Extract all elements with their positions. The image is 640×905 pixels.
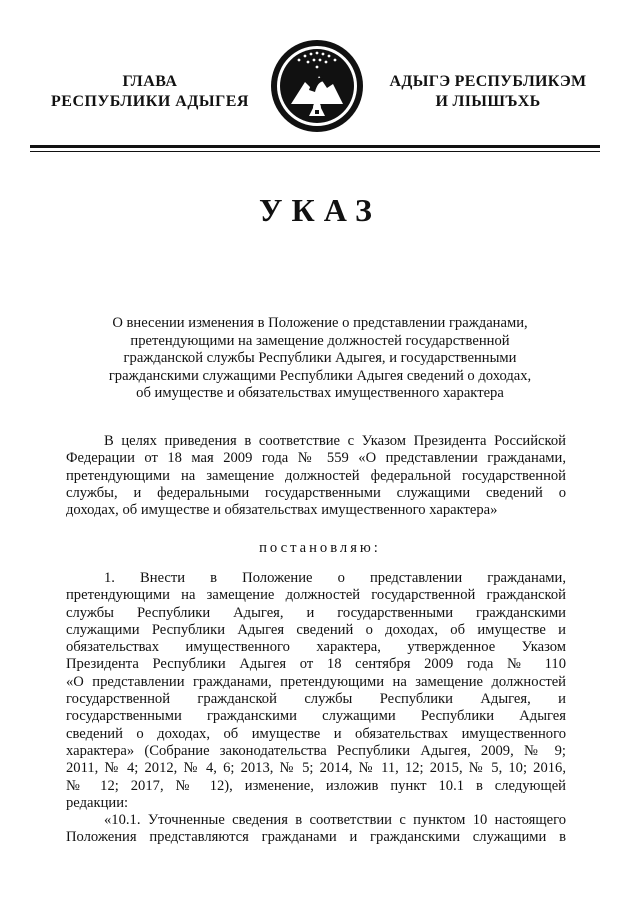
- intro-line: В целях приведения в соответствие с Указом Президента Российской: [104, 433, 566, 449]
- main-line: службы Республики Адыгея, и государственными гражданскими: [66, 604, 566, 621]
- main-line: редакции:: [66, 794, 129, 811]
- subject-line: гражданскими служащими Республики Адыгея сведений о доходах,: [108, 367, 532, 384]
- subject-line: претендующими на замещение должностей государственной: [130, 332, 510, 349]
- document-title: УКАЗ: [259, 192, 381, 228]
- document-subject: [80, 315, 560, 403]
- header-left-line-2: РЕСПУБЛИКИ АДЫГЕЯ: [51, 93, 249, 110]
- coat-of-arms-adygea-emblem: [269, 38, 365, 134]
- main-line: претендующими на замещение должностей государственной гражданской: [66, 587, 566, 604]
- main-line: государственными гражданскими служащими Республики Адыгея: [66, 708, 566, 725]
- subject-line: гражданской службы Республики Адыгея, и государственными: [123, 350, 517, 366]
- main-line: Президента Республики Адыгея от 18 сентября 2009 года № 110: [66, 656, 566, 673]
- main-line: характера» (Собрание законодательства Республики Адыгея, 2009, № 9;: [66, 742, 566, 759]
- main-line: «О представлении гражданами, претендующими на замещение должностей: [66, 673, 566, 690]
- main-line: № 12; 2017, № 12), изменение, изложив пункт 10.1 в следующей: [66, 777, 566, 794]
- header-right-line-2: И ЛІЫШЪХЬ: [435, 93, 541, 110]
- main-line: 2011, № 4; 2012, № 4, 6; 2013, № 5; 2014, № 11, 12; 2015, № 5, 10; 2016,: [66, 760, 566, 777]
- intro-line: претендующими на замещение должностей федеральной государственной: [66, 467, 566, 484]
- main-line: 1. Внести в Положение о представлении гражданами,: [104, 570, 566, 586]
- intro-line: Федерации от 18 мая 2009 года № 559 «О представлении гражданами,: [66, 450, 566, 467]
- main-line: обязательствах имущественного характера, утвержденное Указом: [66, 639, 566, 656]
- subject-line: О внесении изменения в Положение о представлении гражданами,: [112, 315, 528, 331]
- main-line: Положения представляются гражданами и гражданскими служащими в: [66, 829, 566, 846]
- header-right-title: [378, 72, 598, 112]
- header-divider-thick: [30, 145, 600, 148]
- decree-word: постановляю:: [259, 540, 381, 556]
- main-paragraph: [66, 570, 566, 847]
- header-left-title: [30, 72, 270, 112]
- intro-paragraph: [66, 433, 566, 519]
- main-line: служащими Республики Адыгея сведений о доходах, об имуществе и: [66, 621, 566, 638]
- intro-line: доходах, об имуществе и обязательствах имущественного характера»: [66, 502, 498, 519]
- subject-line: об имуществе и обязательствах имущественного характера: [136, 385, 504, 401]
- header-divider-thin: [30, 151, 600, 152]
- main-line: «10.1. Уточненные сведения в соответствии с пунктом 10 настоящего: [104, 812, 566, 829]
- main-line: государственной гражданской службы Республики Адыгея, и: [66, 691, 566, 708]
- header-left-line-1: ГЛАВА: [122, 73, 178, 90]
- header-right-line-1: АДЫГЭ РЕСПУБЛИКЭМ: [389, 73, 587, 90]
- main-line: сведений о доходах, об имуществе и обязательствах имущественного: [66, 725, 566, 742]
- intro-line: службы, и федеральными государственными служащими сведений о: [66, 484, 566, 501]
